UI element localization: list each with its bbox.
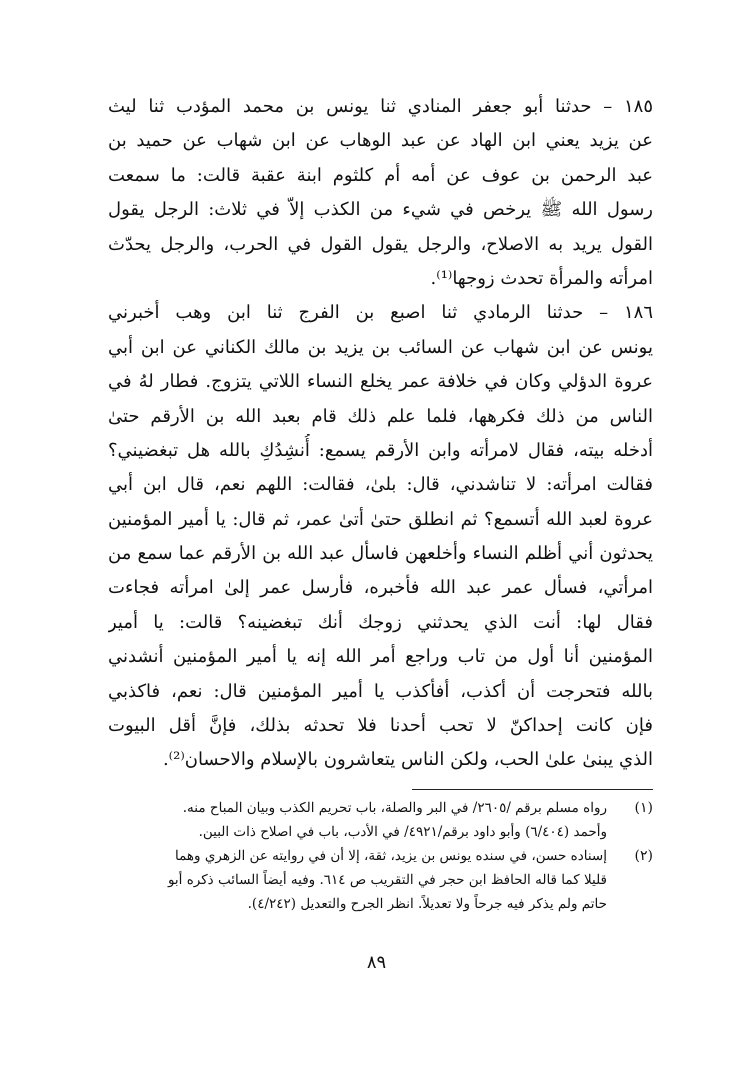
text-line: امرأته والمرأة تحدث زوجها⁽¹⁾. (430, 267, 653, 289)
footnote-line: حاتم ولم يذكر فيه جرحاً ولا تعديلاً. انظر الجرح والتعديل (٤/٢٤٢). (247, 896, 607, 912)
text-line: الذي يبنىٰ علىٰ الحب، ولكن الناس يتعاشرون بالإسلام والاحسان⁽²⁾. (162, 749, 653, 771)
footnote-marker: (١) (634, 800, 653, 816)
text-line: بالله فتحرجت أن أكذب، أفأكذب يا أمير المؤمنين قال: نعم، فاكذبي (108, 680, 653, 702)
footnote-divider (412, 789, 653, 790)
text-line: رسول الله ﷺ يرخص في شيء من الكذب إلاّ في ثلاث: الرجل يقول (108, 199, 653, 221)
text-line: فإن كانت إحداكنّ لا تحب أحدنا فلا تحدثه بذلك، فإنَّ أقل البيوت (108, 715, 653, 737)
footnote-line: قليلا كما قاله الحافظ ابن حجر في التقريب ص ٦١٤. وفيه أيضاً السائب ذكره أبو (167, 872, 607, 888)
text-line: أدخله بيته، فقال لامرأته وابن الأرقم يسمع: أُنشِدُكِ بالله هل تبغضيني؟ (108, 439, 653, 461)
text-line: المؤمنين أنا أول من تاب وراجع أمر الله إنه يا أمير المؤمنين أنشدني (108, 646, 653, 668)
text-line: امرأتي، فسأل عمر عبد الله فأخبره، فأرسل عمر إلىٰ امرأته فجاءت (108, 577, 653, 599)
footnote-line: وأحمد (٦/٤٠٤) وأبو داود برقم/٤٩٢١/ في الأدب، باب في اصلاح ذات البين. (198, 824, 607, 840)
text-line: عروة لعبد الله أتسمع؟ ثم انطلق حتىٰ أتىٰ عمر، ثم قال: يا أمير المؤمنين (108, 508, 653, 530)
text-line: فقالت امرأته: لا تناشدني، قال: بلىٰ، فقالت: اللهم نعم، قال ابن أبي (108, 474, 653, 496)
footnote-line: رواه مسلم برقم /٢٦٠٥/ في البر والصلة، باب تحريم الكذب وبيان المباح منه. (182, 800, 607, 816)
footnotes-block (108, 796, 653, 916)
text-line: يحدثون أني أظلم النساء وأخلعهن فاسأل عبد الله بن الأرقم عما سمع من (108, 543, 653, 565)
text-line: ١٨٥ – حدثنا أبو جعفر المنادي ثنا يونس بن محمد المؤدب ثنا ليث (108, 96, 653, 117)
text-line: الناس من ذلك فكرهها، فلما علم ذلك قام بعبد الله بن الأرقم حتىٰ (108, 405, 653, 427)
text-line: عن يزيد يعني ابن الهاد عن عبد الوهاب عن ابن شهاب عن حميد بن (108, 130, 653, 152)
footnote-line: إسناده حسن، في سنده يونس بن يزيد، ثقة، إلا أن في روايته عن الزهري وهما (174, 848, 607, 864)
footnote-2 (108, 844, 653, 916)
footnote-marker: (٢) (634, 848, 653, 864)
text-line: عبد الرحمن بن عوف عن أمه أم كلثوم ابنة عقبة قالت: ما سمعت (108, 164, 653, 186)
hadith-text-block (108, 90, 653, 778)
text-line: فقال لها: أنت الذي يحدثني زوجك أنك تبغضينه؟ قالت: يا أمير (108, 611, 653, 633)
page-number: ٨٩ (366, 952, 387, 973)
text-line: عروة الدؤلي وكان في خلافة عمر يخلع النساء اللاتي يتزوج. فطار لهُ في (108, 371, 653, 393)
text-line: يونس عن ابن شهاب عن السائب بن يزيد بن مالك الكناني عن ابن أبي (108, 336, 653, 358)
text-line: ١٨٦ – حدثنا الرمادي ثنا اصبع بن الفرج ثنا ابن وهب أخبرني (108, 302, 653, 324)
text-line: القول يريد به الاصلاح، والرجل يقول القول في الحرب، والرجل يحدّث (108, 233, 653, 255)
footnote-1 (108, 796, 653, 844)
